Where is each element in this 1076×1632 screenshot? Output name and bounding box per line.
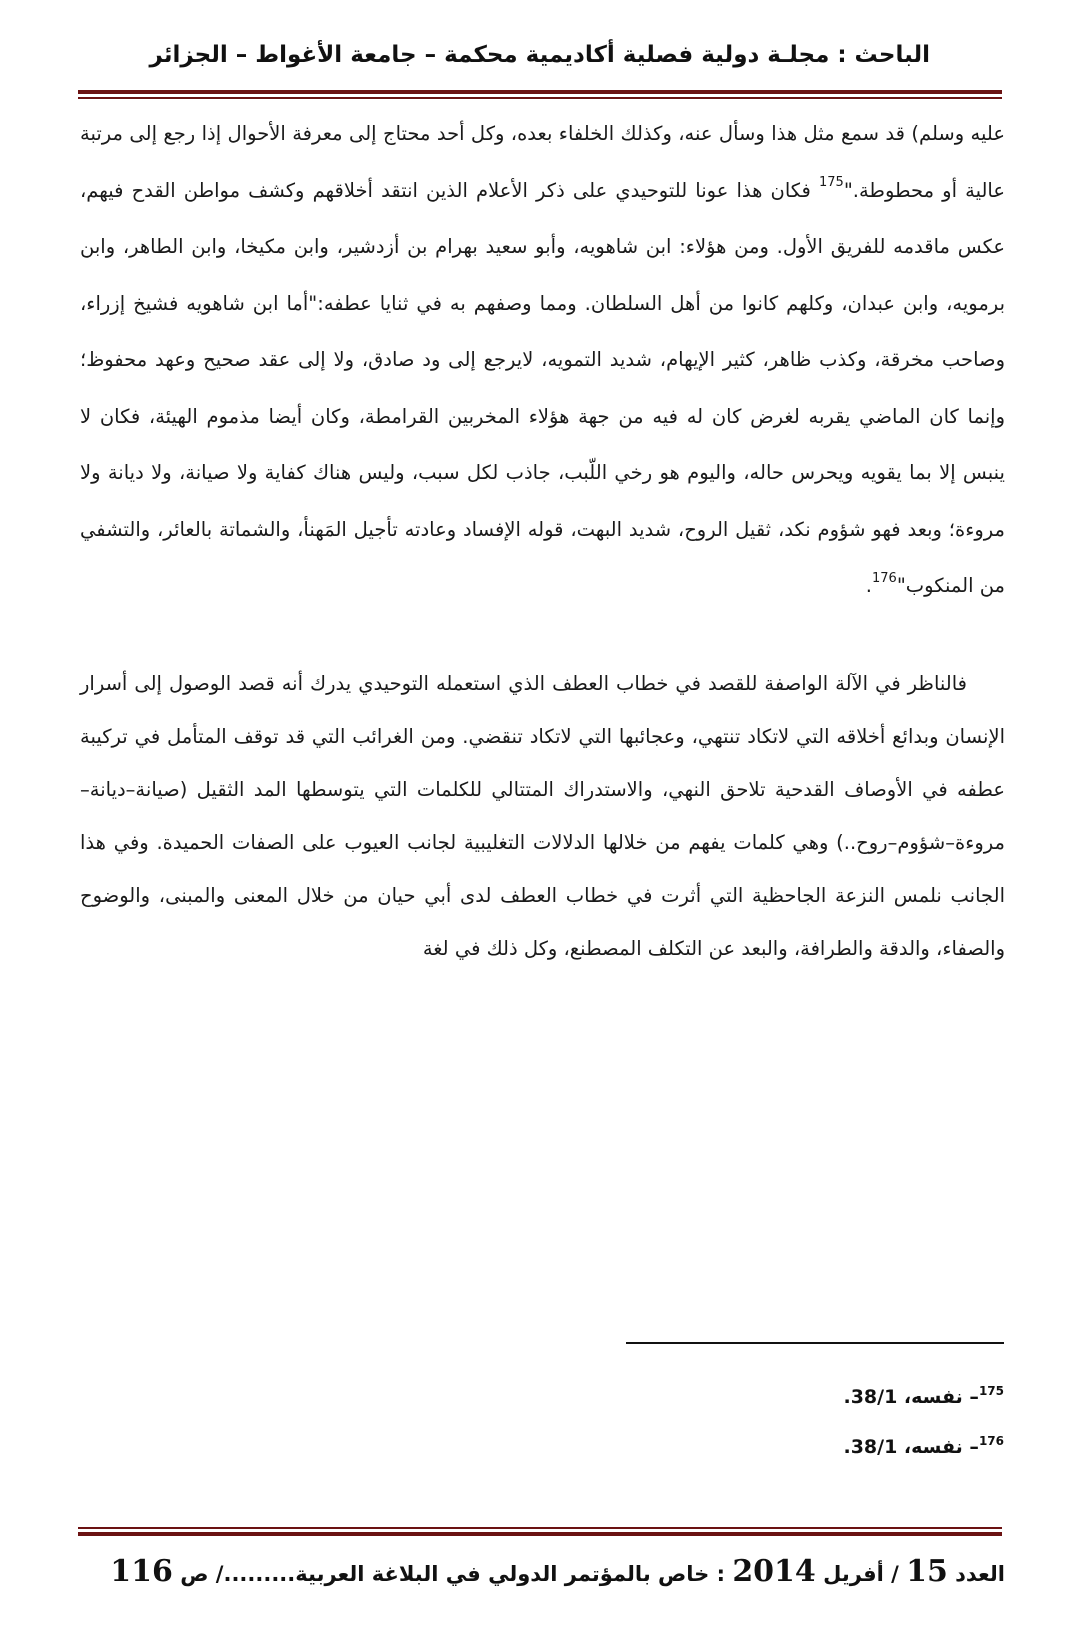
paragraph-1-text-b: فكان هذا عونا للتوحيدي على ذكر الأعلام الذين انتقد أخلاقهم وكشف مواطن القدح فيهم، عكس ماقدمه للفريق الأول. ومن هؤلاء: ابن شاهويه، وأبو سعيد بهرام بن أزدشير، وابن مكيخا، وابن الطاهر، وابن برمويه، وابن عبدان، وكلهم كانوا من أهل السلطان. ومما وصفهم به في ثنايا عطفه:"أما ابن شاهويه فشيخ إزراء، وصاحب مخرقة، وكذب ظاهر، كثير الإيهام، شديد التمويه، لايرجع إلى ود صادق، ولا إلى عقد صحيح وعهد محفوظ؛ وإنما كان الماضي يقربه لغرض كان له فيه من جهة هؤلاء المخربين القرامطة، وكان أيضا مذموم الهيئة، فكان لا ينبس إلا بما يقويه ويحرس حاله، واليوم هو رخي اللّبب، جاذب لكل سبب، وليس هناك كفاية ولا صيانة، ولا ديانة ولا مروءة؛ وبعد فهو شؤوم نكد، ثقيل الروح، شديد البهت، قوله الإفساد وعادته تأجيل المَهنأ، والشماتة بالعائر، والتشفي من المنكوب" [80, 178, 1005, 597]
footer-rule-thick [78, 1532, 1002, 1536]
footnote-176 [500, 1422, 1004, 1472]
footnote-text: – نفسه، 38/1. [843, 1386, 979, 1408]
journal-header: الباحث : مجلـة دولية فصلية أكاديمية محكمة – جامعة الأغواط – الجزائر [149, 42, 930, 68]
paragraph-1 [80, 106, 1005, 615]
article-body [80, 106, 1005, 975]
footnote-ref-176[interactable]: 176 [871, 570, 897, 586]
paragraph-1-text-c: . [865, 574, 872, 597]
paragraph-2 [80, 657, 1005, 975]
issue-month: أفريل [823, 1562, 884, 1586]
footnote-number: 176 [978, 1433, 1004, 1448]
footnote-text: – نفسه، 38/1. [843, 1436, 979, 1458]
page-number: 116 [110, 1554, 173, 1589]
special-issue-text: : خاص بالمؤتمر الدولي في البلاغة العربية........./ ص [180, 1562, 733, 1586]
footnote-separator [626, 1342, 1004, 1344]
header-rule-thin [78, 97, 1002, 99]
paragraph-2-rest: قصد الوصول إلى أسرار الإنسان وبدائع أخلاقه التي لاتكاد تنتهي، وعجائبها التي لاتكاد تنقضي. ومن الغرائب التي قد توقف المتأمل في تركيبة عطفه في الأوصاف القدحية تلاحق النهي، والاستدراك المتتالي للكلمات التي يتوسطها المد الثقيل (صيانة–ديانة–مروءة–شؤوم–روح..) وهي كلمات يفهم من خلالها الدلالات التغليبية لجانب العيوب على الصفات الحميدة. وفي هذا الجانب نلمس النزعة الجاحظية التي أثرت في خطاب العطف لدى أبي حيان من خلال المعنى والمبنى، والوضوح والصفاء، والدقة والطرافة، والبعد عن التكلف المصطنع، وكل ذلك في لغة [80, 671, 1005, 960]
issue-year: 2014 [732, 1554, 816, 1589]
paragraph-1-text-a: عليه وسلم) قد سمع مثل هذا وسأل عنه، وكذلك الخلفاء بعده، وكل أحد محتاج إلى معرفة الأحوال إذا رجع إلى مرتبة عالية أو محطوطة." [80, 122, 1005, 202]
page-footer [100, 1552, 1005, 1594]
footer-separator: / [883, 1562, 907, 1586]
issue-number: 15 [906, 1554, 948, 1589]
footer-rule-thin [78, 1527, 1002, 1529]
header-rule-thick [78, 90, 1002, 94]
footnote-ref-175[interactable]: 175 [818, 175, 844, 191]
issue-label: العدد [955, 1562, 1005, 1586]
footnote-175 [500, 1372, 1004, 1422]
footnotes [500, 1372, 1004, 1472]
paragraph-2-first-line: فالناظر في الآلة الواصفة للقصد في خطاب العطف الذي استعمله التوحيدي يدرك أنه [281, 671, 967, 695]
footnote-number: 175 [978, 1383, 1004, 1398]
